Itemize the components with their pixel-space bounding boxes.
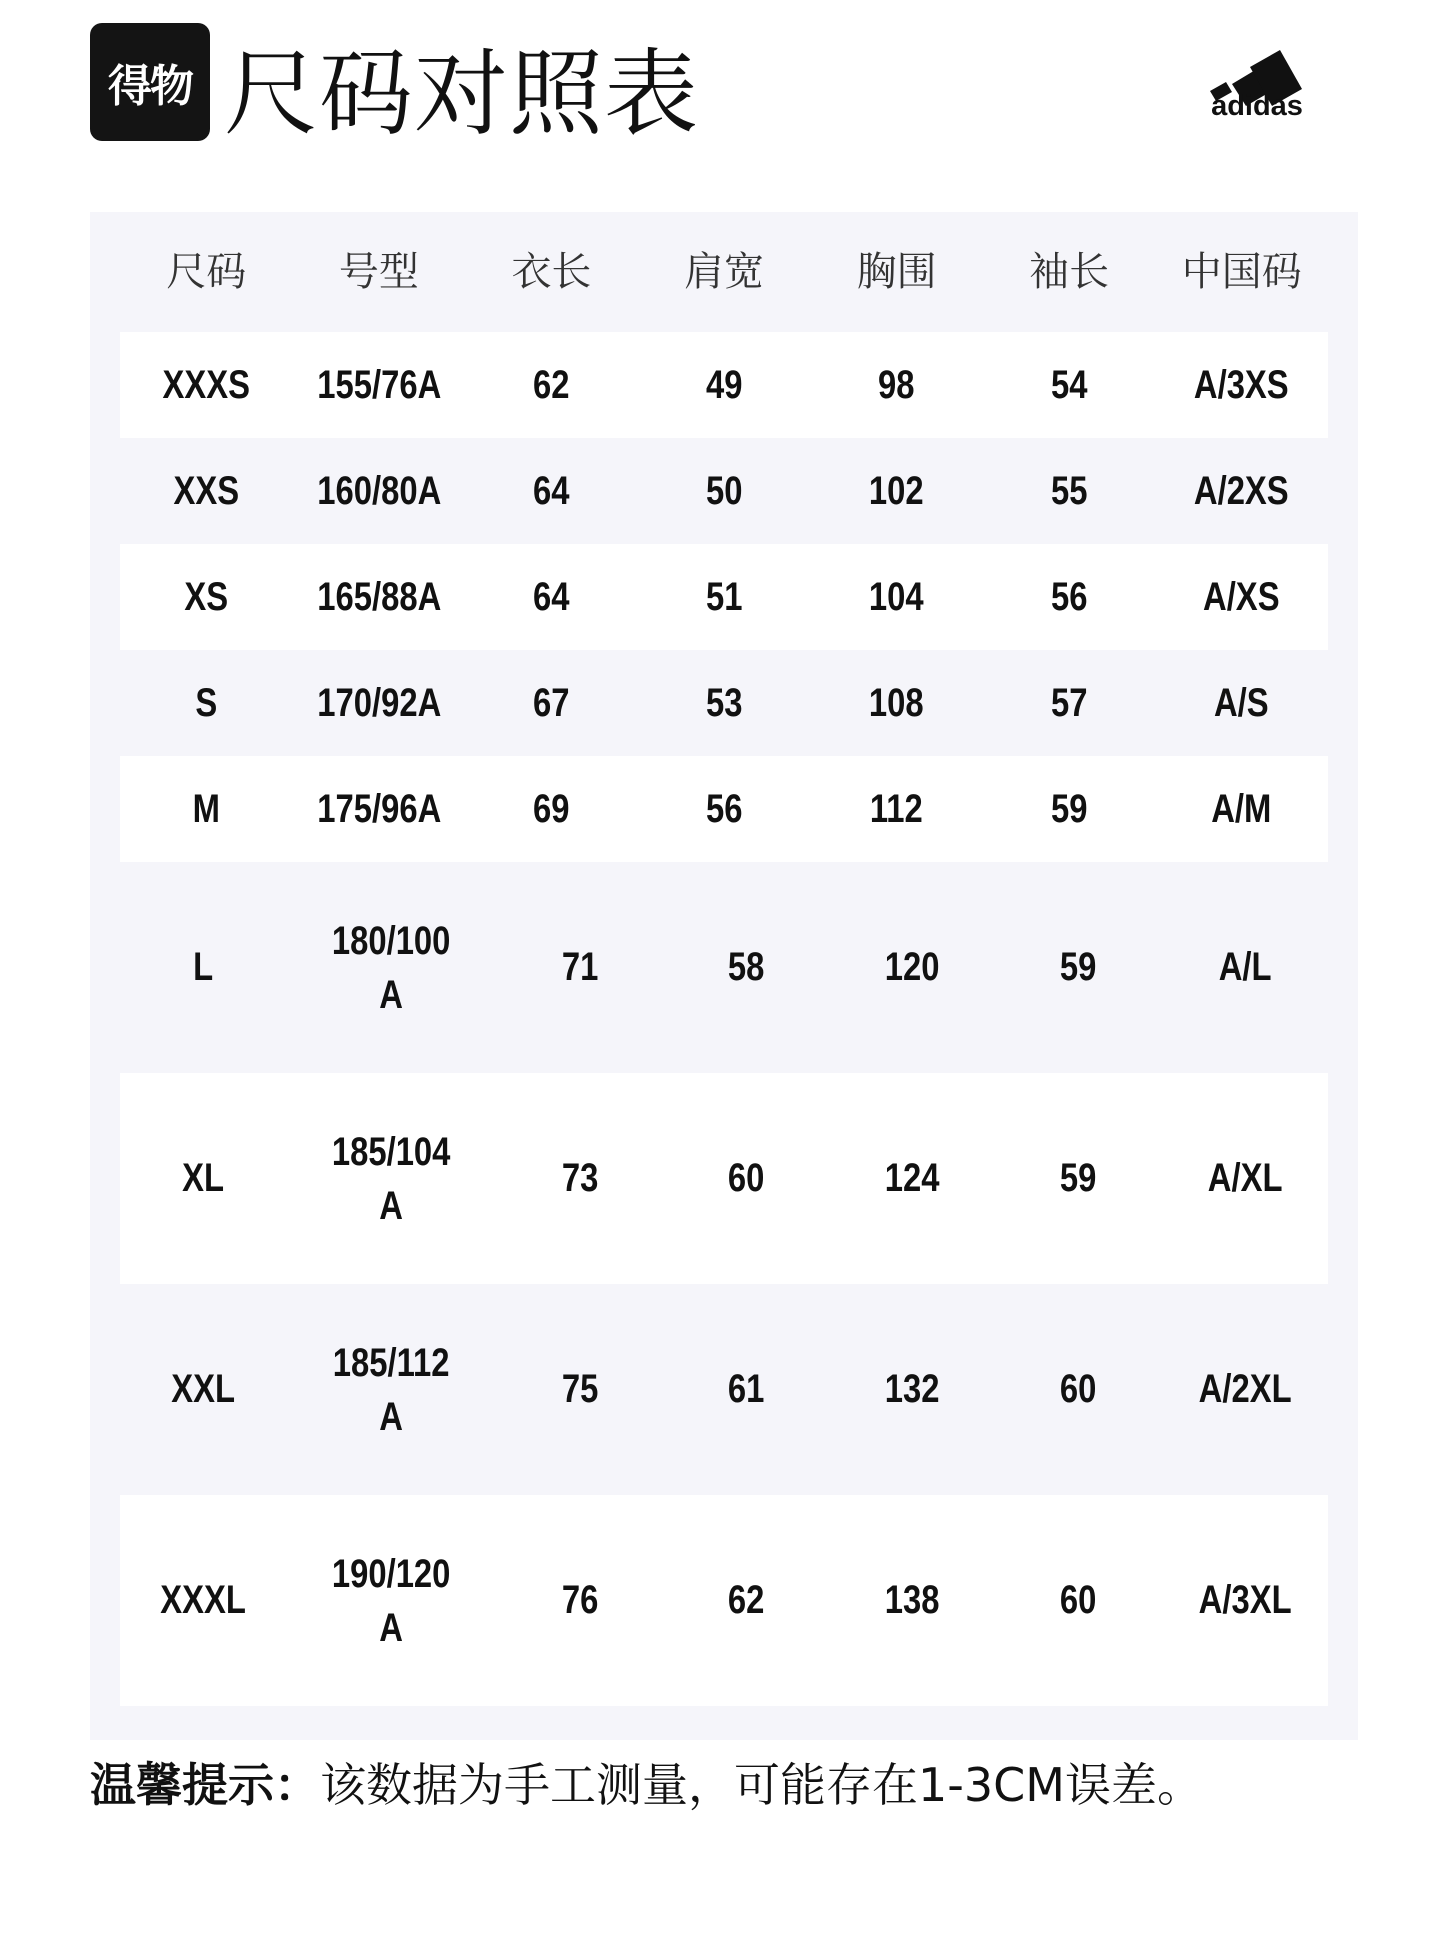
table-cell: XS bbox=[184, 574, 229, 619]
table-cell: 59 bbox=[1050, 786, 1088, 831]
table-cell: 160/80A bbox=[316, 468, 441, 513]
column-header: 中国码 bbox=[1181, 249, 1302, 295]
table-cell: 53 bbox=[705, 680, 743, 725]
table-row bbox=[120, 862, 1328, 1073]
table-cell: A/3XS bbox=[1194, 362, 1290, 407]
table-cell: 102 bbox=[869, 468, 924, 513]
table-cell: 56 bbox=[705, 786, 743, 831]
table-cell: L bbox=[193, 945, 214, 989]
table-cell: 60 bbox=[727, 1156, 765, 1200]
table-cell: 71 bbox=[561, 945, 598, 989]
table-row bbox=[120, 1284, 1328, 1495]
table-cell: 138 bbox=[884, 1578, 940, 1622]
table-cell: 112 bbox=[870, 786, 924, 831]
table-cell: 58 bbox=[727, 945, 765, 989]
column-header: 袖长 bbox=[1029, 249, 1110, 295]
table-cell: A/S bbox=[1214, 680, 1270, 725]
column-header: 衣长 bbox=[511, 249, 592, 295]
table-cell: 175/96A bbox=[316, 786, 441, 831]
table-cell: A/M bbox=[1211, 786, 1272, 831]
table-cell: 54 bbox=[1050, 362, 1088, 407]
table-cell: S bbox=[195, 680, 218, 725]
table-row bbox=[120, 1073, 1328, 1284]
table-cell: XXS bbox=[173, 468, 240, 513]
table-row bbox=[120, 650, 1328, 756]
table-cell: 60 bbox=[1060, 1367, 1097, 1411]
table-row bbox=[120, 1495, 1328, 1706]
table-cell: 108 bbox=[869, 680, 924, 725]
table-cell: 185/104A bbox=[332, 1129, 451, 1228]
table-row bbox=[120, 332, 1328, 438]
table-cell: 155/76A bbox=[316, 362, 441, 407]
table-cell: 75 bbox=[561, 1367, 598, 1411]
table-cell: 185/112A bbox=[333, 1340, 450, 1439]
table-cell: 120 bbox=[884, 945, 940, 989]
table-cell: 98 bbox=[878, 362, 915, 407]
table-cell: 60 bbox=[1060, 1578, 1097, 1622]
table-cell: A/L bbox=[1218, 945, 1272, 989]
table-cell: 76 bbox=[561, 1578, 598, 1622]
table-cell: XXL bbox=[171, 1367, 236, 1411]
table-cell: 50 bbox=[705, 468, 743, 513]
table-cell: 49 bbox=[705, 362, 743, 407]
table-cell: 59 bbox=[1060, 945, 1097, 989]
table-cell: XXXL bbox=[160, 1578, 246, 1622]
table-cell: 56 bbox=[1050, 574, 1088, 619]
adidas-logo bbox=[1196, 44, 1318, 122]
footer-text: 该数据为手工测量，可能存在1-3CM误差。 bbox=[320, 1758, 1203, 1812]
table-body bbox=[120, 332, 1328, 1706]
table-cell: 69 bbox=[533, 786, 570, 831]
table-cell: 64 bbox=[533, 574, 570, 619]
table-cell: A/XL bbox=[1207, 1156, 1283, 1200]
table-cell: A/XS bbox=[1203, 574, 1281, 619]
page-title: 尺码对照表 bbox=[224, 40, 700, 149]
app-logo-text: 得物 bbox=[108, 61, 192, 112]
table-cell: 124 bbox=[884, 1156, 940, 1200]
table-cell: XXXS bbox=[162, 362, 251, 407]
table-cell: 51 bbox=[705, 574, 743, 619]
table-header-row bbox=[120, 212, 1328, 332]
table-cell: 104 bbox=[869, 574, 924, 619]
table-cell: 170/92A bbox=[316, 680, 441, 725]
column-header: 肩宽 bbox=[684, 249, 765, 295]
table-cell: 61 bbox=[727, 1367, 765, 1411]
table-cell: 62 bbox=[727, 1578, 765, 1622]
table-cell: 165/88A bbox=[316, 574, 441, 619]
table-cell: 55 bbox=[1050, 468, 1088, 513]
table-row bbox=[120, 438, 1328, 544]
footer-label: 温馨提示： bbox=[90, 1758, 320, 1812]
table-cell: 132 bbox=[884, 1367, 940, 1411]
table-row bbox=[120, 756, 1328, 862]
column-header: 尺码 bbox=[166, 249, 247, 295]
column-header: 号型 bbox=[338, 249, 419, 295]
table-cell: 59 bbox=[1060, 1156, 1097, 1200]
table-cell: 180/100A bbox=[332, 918, 451, 1017]
footer-note bbox=[90, 1750, 1203, 1820]
table-cell: A/2XL bbox=[1198, 1367, 1292, 1411]
table-cell: M bbox=[192, 786, 220, 831]
table-cell: 64 bbox=[533, 468, 570, 513]
table-cell: 62 bbox=[533, 362, 570, 407]
size-table bbox=[90, 212, 1358, 1740]
table-cell: 73 bbox=[561, 1156, 598, 1200]
table-cell: 67 bbox=[533, 680, 570, 725]
table-cell: XL bbox=[182, 1156, 225, 1200]
table-cell: A/3XL bbox=[1198, 1578, 1292, 1622]
app-logo bbox=[90, 23, 210, 141]
table-row bbox=[120, 544, 1328, 650]
brand-name: adidas bbox=[1211, 90, 1303, 122]
table-cell: 57 bbox=[1050, 680, 1088, 725]
column-header: 胸围 bbox=[856, 249, 937, 295]
table-cell: A/2XS bbox=[1194, 468, 1290, 513]
table-cell: 190/120A bbox=[332, 1551, 451, 1650]
